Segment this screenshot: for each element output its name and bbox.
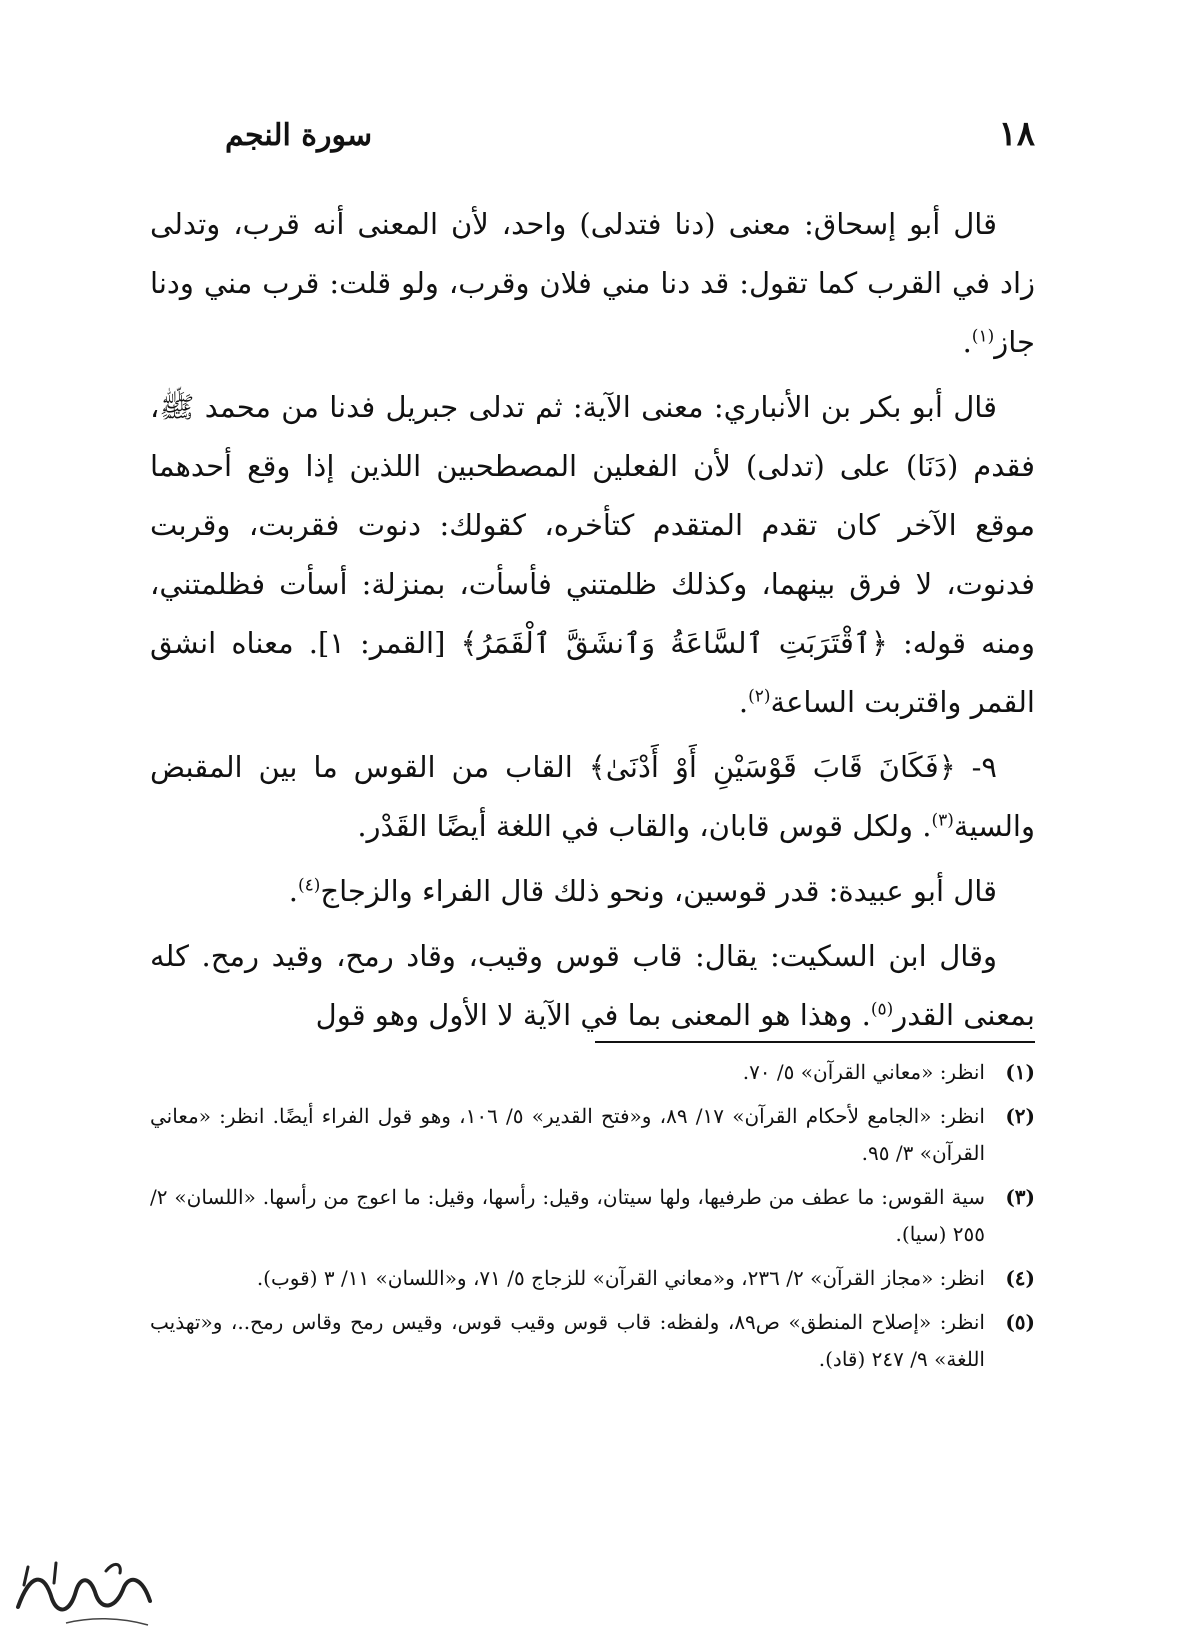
paragraph-abu-ishaq: قال أبو إسحاق: معنى (دنا فتدلى) واحد، لأن المعنى أنه قرب، وتدلى زاد في القرب كما تقول: قد دنا مني فلان وقرب، ولو قلت: قرب مني ودنا جاز$^{(١)}$. (150, 207, 1035, 359)
paragraph-abu-ubayda: قال أبو عبيدة: قدر قوسين، ونحو ذلك قال الفراء والزجاج$^{(٤)}$. (288, 874, 997, 908)
footnote-item (150, 1098, 1035, 1172)
paragraph-text: . وهذا هو المعنى بما في الآية لا الأول وهو قول (315, 998, 871, 1032)
footnote-number: (٤) (1005, 1266, 1035, 1290)
footnote-item (150, 1179, 1035, 1253)
paragraph-ibn-al-sikkit (150, 927, 1035, 1045)
paragraph-text: ٩- ﴿فَكَانَ قَابَ قَوْسَيْنِ أَوْ أَدْنَىٰ﴾ القاب من القوس ما بين المقبض والسية (150, 750, 1035, 843)
footnote-ref: (١) (971, 326, 995, 347)
footnote-item (150, 1260, 1035, 1297)
footnotes (150, 1054, 1035, 1385)
footnote-ref: (٢) (748, 686, 771, 707)
logo-underline (66, 1619, 148, 1625)
footnote-number: (١) (1005, 1060, 1035, 1084)
paragraph-text: قال أبو إسحاق: معنى (دنا فتدلى) واحد، لأن المعنى أنه قرب، وتدلى زاد في القرب كما تقول: قد دنا مني فلان وقرب، ولو قلت: قرب مني ودنا جاز (150, 207, 1035, 359)
footnote-number: (٥) (1005, 1310, 1035, 1334)
footnote-ref: (٥) (870, 999, 894, 1020)
page-number: ١٨ (998, 114, 1035, 154)
footnote-text: سية القوس: ما عطف من طرفيها، ولها سيتان، وقيل: رأسها، وقيل: ما اعوج من رأسها. «اللسان» ٢/ ٢٥٥ (سيا). (150, 1185, 985, 1246)
paragraph-text: وقال ابن السكيت: يقال: قاب قوس وقيب، وقاد رمح، وقيد رمح. كله بمعنى القدر (150, 939, 1035, 1032)
footnote-ref: (٤) (297, 875, 321, 896)
footnote-text: انظر: «معاني القرآن» ٥/ ٧٠. (742, 1060, 985, 1084)
paragraph-text: قال أبو عبيدة: قدر قوسين، ونحو ذلك قال الفراء والزجاج (320, 874, 997, 908)
footnote-item (150, 1304, 1035, 1378)
footnote-number: (٣) (1005, 1185, 1035, 1209)
paragraph-text: . ولكل قوس قابان، والقاب في اللغة أيضًا القَدْر. (357, 809, 932, 843)
logo-stroke (18, 1580, 150, 1610)
paragraph-verse-9 (150, 738, 1035, 856)
footnote-ref: (٣) (931, 810, 954, 831)
paragraph-ibn-al-anbari: قال أبو بكر بن الأنباري: معنى الآية: ثم تدلى جبريل فدنا من محمد ﷺ، فقدم (دَنَا) على (تدلى) لأن الفعلين المصطحبين اللذين إذا وقع أحدهما موقع الآخر كان تقدم المتقدم كتأخره، كقولك: دنوت فقربت، وقربت فدنوت، لا فرق بينهما، وكذلك ظلمتني فأسأت، بمنزلة: أسأت فظلمتني، ومنه قوله: ﴿ٱقْتَرَبَتِ ٱلسَّاعَةُ وَٱنشَقَّ ٱلْقَمَرُ﴾ [القمر: ١]. معناه انشق القمر واقتربت الساعة$^{(٢)}$. (150, 390, 1035, 719)
footnote-number: (٢) (1005, 1104, 1035, 1128)
footnote-text: انظر: «إصلاح المنطق» ص٨٩، ولفظه: قاب قوس وقيب قوس، وقيس رمح وقاس رمح..، و«تهذيب اللغة» ٩/ ٢٤٧ (قاد). (150, 1310, 985, 1371)
footnote-item (150, 1054, 1035, 1091)
paragraph-text: قال أبو بكر بن الأنباري: معنى الآية: ثم تدلى جبريل فدنا من محمد ﷺ، فقدم (دَنَا) على (تدلى) لأن الفعلين المصطحبين اللذين إذا وقع أحدهما موقع الآخر كان تقدم المتقدم كتأخره، كقولك: دنوت فقربت، وقربت فدنوت، لا فرق بينهما، وكذلك ظلمتني فأسأت، بمنزلة: أسأت فظلمتني، ومنه قوله: ﴿ٱقْتَرَبَتِ ٱلسَّاعَةُ وَٱنشَقَّ ٱلْقَمَرُ﴾ [القمر: ١]. معناه انشق القمر واقتربت الساعة (150, 390, 1035, 719)
footnote-text: انظر: «الجامع لأحكام القرآن» ١٧/ ٨٩، و«فتح القدير» ٥/ ١٠٦، وهو قول الفراء أيضًا. انظر: «معاني القرآن» ٣/ ٩٥. (150, 1104, 985, 1165)
page-header (150, 108, 1035, 178)
logo-stroke (24, 1563, 120, 1585)
surah-title: سورة النجم (225, 118, 373, 153)
footnote-divider (595, 1041, 1035, 1043)
footnote-text: انظر: «مجاز القرآن» ٢/ ٢٣٦، و«معاني القرآن» للزجاج ٥/ ٧١، و«اللسان» ١١/ ٣ (قوب). (256, 1266, 985, 1290)
watermark-logo (10, 1555, 160, 1635)
main-text (150, 195, 1035, 1051)
